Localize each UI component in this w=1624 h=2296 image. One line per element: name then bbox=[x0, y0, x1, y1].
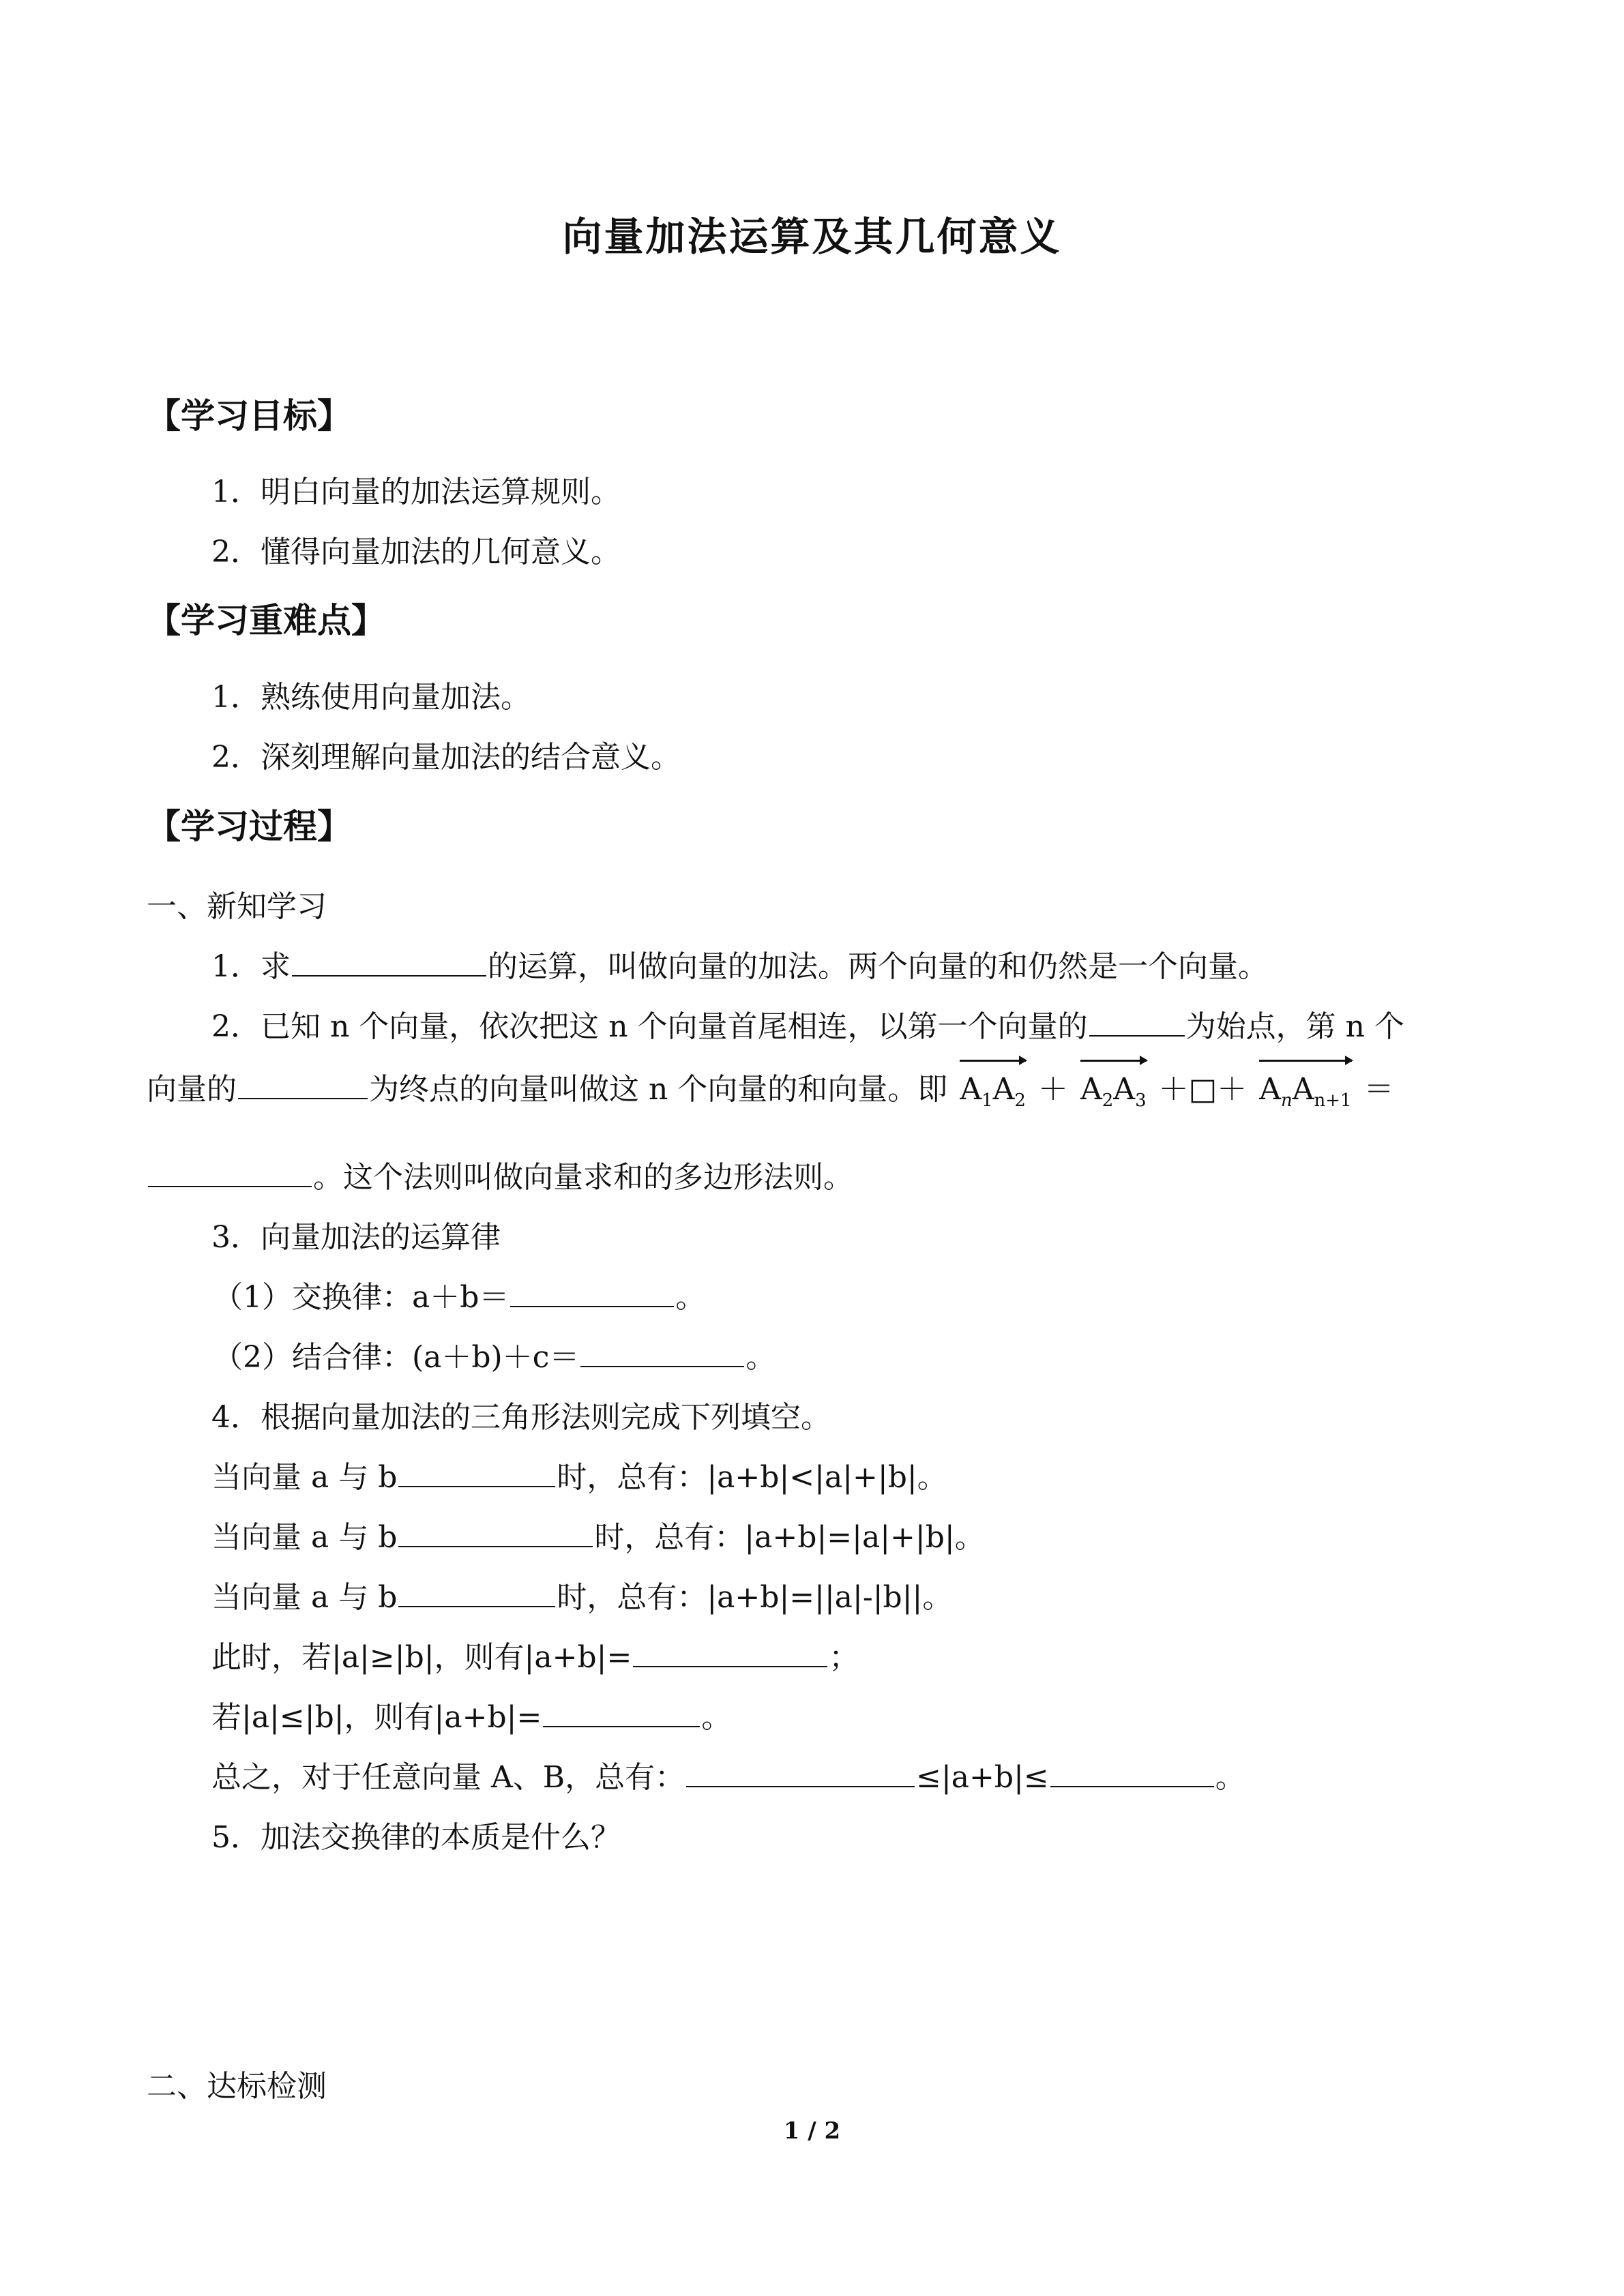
question-2-line-2: 向量的 为终点的向量叫做这 n 个向量的和向量。即 $A_1A_2$ ＋ $A_2A_3$ ＋□＋ $A_nA_{n+1}$ ＝ bbox=[147, 1069, 1394, 1121]
question-4-case-5: 若|a|≤|b|，则有|a+b|= 。 bbox=[211, 1697, 731, 1738]
answer-blank[interactable] bbox=[398, 1517, 593, 1547]
heading-goals: 【学习目标】 bbox=[147, 396, 351, 436]
question-1: 1．求 的运算，叫做向量的加法。两个向量的和仍然是一个向量。 bbox=[211, 946, 1268, 987]
question-4: 4．根据向量加法的三角形法则完成下列填空。 bbox=[211, 1400, 831, 1435]
answer-blank[interactable] bbox=[686, 1757, 915, 1787]
answer-blank[interactable] bbox=[292, 946, 486, 976]
vector-arrow-icon bbox=[960, 1060, 1026, 1070]
question-3-commutative: （1）交换律：a＋b＝ 。 bbox=[213, 1277, 705, 1318]
answer-blank[interactable] bbox=[238, 1069, 368, 1099]
key-point-item-1: 1．熟练使用向量加法。 bbox=[211, 680, 531, 715]
question-4-case-4: 此时，若|a|≥|b|，则有|a+b|= ； bbox=[211, 1637, 859, 1678]
question-4-case-1: 当向量 a 与 b 时，总有：|a+b|<|a|+|b|。 bbox=[211, 1457, 947, 1498]
vector-arrow-icon bbox=[1080, 1060, 1147, 1070]
question-4-case-2: 当向量 a 与 b 时，总有：|a+b|=|a|+|b|。 bbox=[211, 1517, 985, 1558]
vector-a1a2: $A_1A_2$ bbox=[960, 1069, 1026, 1121]
vector-anan1: $A_nA_{n+1}$ bbox=[1259, 1069, 1351, 1121]
question-5: 5．加法交换律的本质是什么？ bbox=[211, 1820, 621, 1855]
question-3-associative: （2）结合律：(a＋b)＋c＝ 。 bbox=[213, 1337, 776, 1378]
question-3: 3．向量加法的运算律 bbox=[211, 1220, 501, 1255]
vector-a2a3: $A_2A_3$ bbox=[1080, 1069, 1147, 1121]
answer-blank[interactable] bbox=[543, 1697, 700, 1727]
answer-blank[interactable] bbox=[148, 1157, 312, 1187]
answer-blank[interactable] bbox=[398, 1457, 555, 1487]
part1-title: 一、新知学习 bbox=[147, 889, 327, 924]
heading-process: 【学习过程】 bbox=[147, 807, 351, 846]
vector-arrow-icon bbox=[1259, 1060, 1351, 1070]
goal-item-1: 1．明白向量的加法运算规则。 bbox=[211, 475, 621, 509]
part2-title: 二、达标检测 bbox=[147, 2069, 327, 2104]
answer-blank[interactable] bbox=[633, 1637, 827, 1667]
answer-blank[interactable] bbox=[580, 1337, 744, 1367]
question-4-summary: 总之，对于任意向量 A、B，总有： ≤|a+b|≤ 。 bbox=[211, 1757, 1245, 1798]
answer-blank[interactable] bbox=[1089, 1007, 1185, 1037]
goal-item-2: 2．懂得向量加法的几何意义。 bbox=[211, 535, 621, 569]
answer-blank[interactable] bbox=[398, 1577, 555, 1607]
page-number: 1 / 2 bbox=[783, 2117, 841, 2145]
question-2-line-1: 2．已知 n 个向量，依次把这 n 个向量首尾相连，以第一个向量的 为始点，第 n 个 bbox=[211, 1007, 1404, 1047]
key-point-item-2: 2．深刻理解向量加法的结合意义。 bbox=[211, 740, 681, 775]
question-4-case-3: 当向量 a 与 b 时，总有：|a+b|=||a|-|b||。 bbox=[211, 1577, 952, 1618]
answer-blank[interactable] bbox=[1050, 1757, 1214, 1787]
question-2-line-3: 。这个法则叫做向量求和的多边形法则。 bbox=[147, 1157, 853, 1198]
page-title: 向量加法运算及其几何意义 bbox=[562, 213, 1062, 260]
answer-blank[interactable] bbox=[510, 1277, 674, 1307]
heading-key-points: 【学习重难点】 bbox=[147, 601, 385, 640]
